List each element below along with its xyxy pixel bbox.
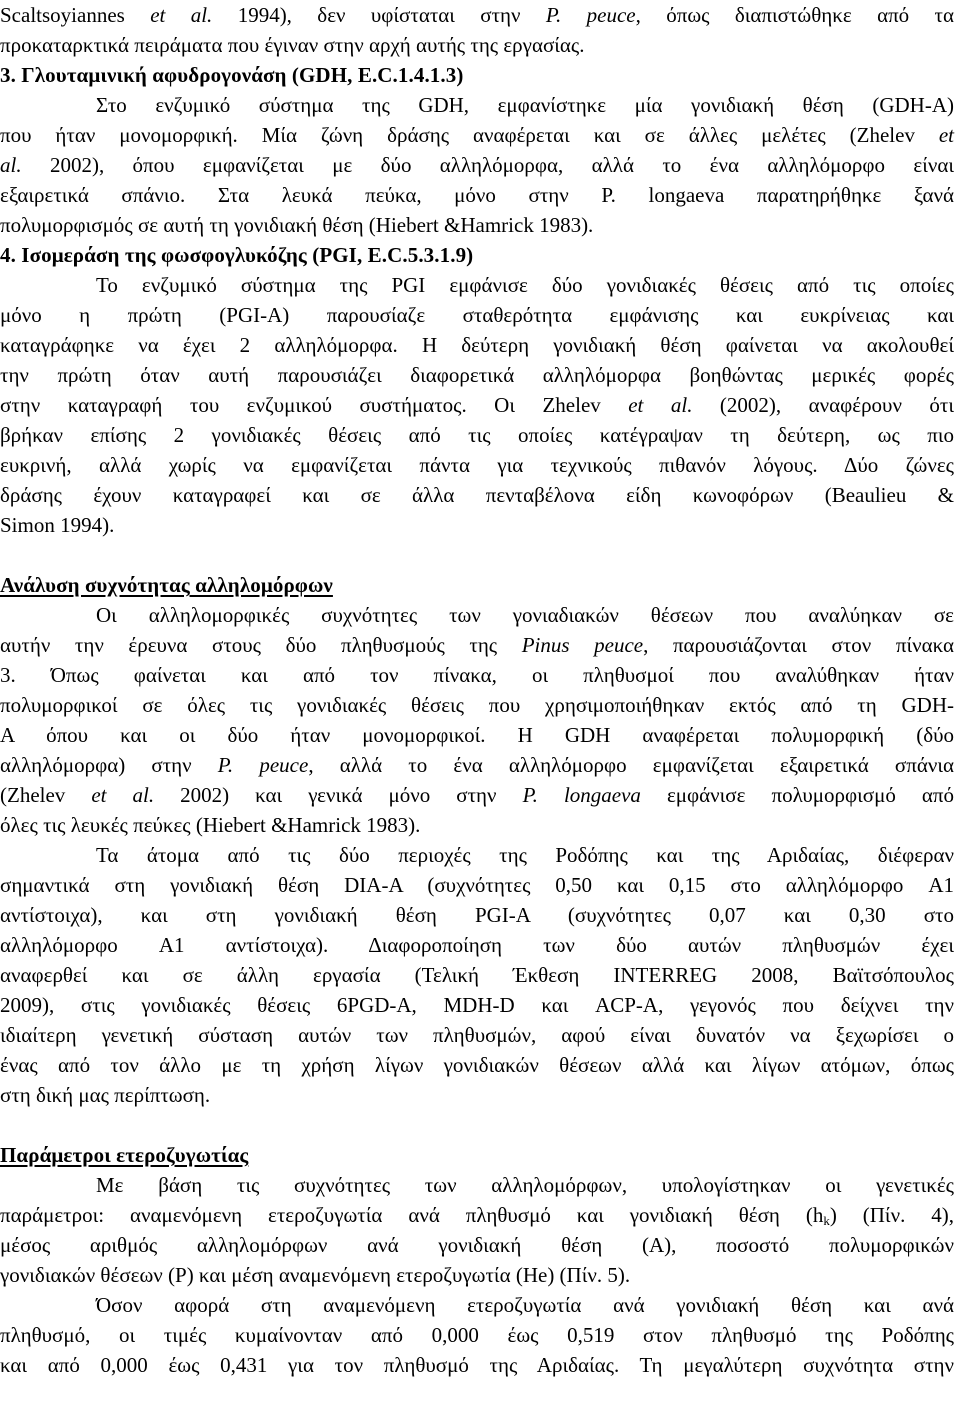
italic-run: al. [0,153,22,177]
text-line [0,870,954,900]
text-run: εξαιρετικά σπάνιο. Στα λευκά πεύκα, μόνο στην P. longaeva παρατηρήθηκε ξανά [0,183,954,207]
text-line [0,1230,954,1260]
text-run: βρήκαν επίσης 2 γονιδιακές θέσεις από τις οποίες κατέγραψαν τη δεύτερη, ως πιο [0,423,954,447]
text-line [0,180,954,210]
text-line [0,960,954,990]
text-run: πολυμορφισμός σε αυτή τη γονιδιακή θέση (Hiebert &Hamrick 1983). [0,213,594,237]
text-line [0,270,954,300]
text-line [0,330,954,360]
text-run: , αλλά το ένα αλληλόμορφο εμφανίζεται εξαιρετικά σπάνια [308,753,954,777]
text-run: δράσης έχουν καταγραφεί και σε άλλα πενταβέλονα είδη κωνοφόρων (Beaulieu & [0,483,954,507]
text-line [0,360,954,390]
text-line [0,0,954,30]
text-run: ευκρινή, αλλά χωρίς να εμφανίζεται πάντα για τεχνικούς πιθανόν λόγους. Δύο ζώνες [0,453,954,477]
text-line [0,1320,954,1350]
text-run: μέσος αριθμός αλληλομόρφων ανά γονιδιακή θέση (A), ποσοστό πολυμορφικών [0,1233,954,1257]
text-line [0,780,954,810]
italic-run: et al. [628,393,693,417]
text-run: σημαντικά στη γονιδιακή θέση DIA-A (συχνότητες 0,50 και 0,15 στο αλληλόμορφο A1 [0,873,954,897]
text-line [0,900,954,930]
section-title: Ανάλυση συχνότητας αλληλομόρφων [0,573,333,597]
section-heading: 4. Ισομεράση της φωσφογλυκόζης (PGI, E.C.5.3.1.9) [0,243,474,267]
text-run: Με βάση τις συχνότητες των αλληλομόρφων, υπολογίστηκαν οι γενετικές [96,1173,954,1197]
text-run: Simon 1994). [0,513,115,537]
text-line [0,210,954,240]
text-line [0,1050,954,1080]
text-line [0,300,954,330]
italic-run: et [938,123,954,147]
text-run: Όσον αφορά στη αναμενόμενη ετεροζυγωτία ανά γονιδιακή θέση και ανά [96,1293,954,1317]
text-run: Scaltsoyiannes [0,3,151,27]
text-run: ιδιαίτερη γενετική σύσταση αυτών των πληθυσμών, αφού είναι δυνατόν να ξεχωρίσει ο [0,1023,954,1047]
text-line [0,1260,954,1290]
text-line [0,120,954,150]
text-line [0,630,954,660]
text-line [0,1020,954,1050]
text-run: αυτήν την έρευνα στους δύο πληθυσμούς της [0,633,522,657]
text-line [0,240,954,270]
text-line [0,480,954,510]
text-line [0,60,954,90]
text-run: 2002) και γενικά μόνο στην [154,783,523,807]
text-run: όλες τις λευκές πεύκες (Hiebert &Hamrick 1983). [0,813,421,837]
text-run: εμφάνισε πολυμορφισμό από [640,783,954,807]
text-line [0,90,954,120]
section-heading: 3. Γλουταμινική αφυδρογονάση (GDH, E.C.1.4.1.3) [0,63,464,87]
text-run: μόνο η πρώτη (PGI-A) παρουσίαζε σταθερότητα εμφάνισης και ευκρίνειας και [0,303,954,327]
text-run: , παρουσιάζονται στον πίνακα [643,633,954,657]
text-run: προκαταρκτικά πειράματα που έγιναν στην αρχή αυτής της εργασίας. [0,33,585,57]
text-line [0,1200,954,1230]
text-run: γονιδιακών θέσεων (P) και μέση αναμενόμενη ετεροζυγωτία (He) (Πίν. 5). [0,1263,631,1287]
text-run: ) (Πίν. 4), [829,1203,954,1227]
text-run: αναφερθεί και σε άλλη εργασία (Τελική Έκθεση INTERREG 2008, Βαϊτσόπουλος [0,963,954,987]
text-line [0,660,954,690]
text-run: παράμετροι: αναμενόμενη ετεροζυγωτία ανά πληθυσμό και γονιδιακή θέση (h [0,1203,824,1227]
text-line [0,690,954,720]
text-line [0,570,954,600]
text-line [0,720,954,750]
text-line [0,810,954,840]
text-line [0,750,954,780]
text-line [0,1140,954,1170]
text-run: A όπου και οι δύο ήταν μονομορφικοί. Η GDH αναφέρεται πολυμορφική (δύο [0,723,954,747]
text-run: αντίστοιχα), και στη γονιδιακή θέση PGI-A (συχνότητες 0,07 και 0,30 στο [0,903,954,927]
italic-run: et al. [150,3,213,27]
blank-line [0,540,954,570]
text-line [0,510,954,540]
text-run: που ήταν μονομορφική. Μία ζώνη δράσης αναφέρεται και σε άλλες μελέτες (Zhelev [0,123,939,147]
blank-line [0,1110,954,1140]
text-run: (Zhelev [0,783,92,807]
text-run: αλληλόμορφο A1 αντίστοιχα). Διαφοροποίηση των δύο αυτών πληθυσμών έχει [0,933,954,957]
italic-run: et al. [91,783,155,807]
text-line [0,450,954,480]
text-run: 1994), δεν υφίσταται στην [212,3,546,27]
text-run: ένας από τον άλλο με τη χρήση λίγων γονιδιακών θέσεων αλλά και λίγων ατόμων, όπως [0,1053,954,1077]
text-line [0,1350,954,1380]
text-run: , όπως διαπιστώθηκε από τα [635,3,954,27]
text-line [0,600,954,630]
text-line [0,390,954,420]
text-line [0,420,954,450]
italic-run: P. peuce [545,3,636,27]
text-line [0,150,954,180]
text-line [0,1290,954,1320]
text-run: στην καταγραφή του ενζυμικού συστήματος. Οι Zhelev [0,393,629,417]
text-run: Το ενζυμικό σύστημα της PGI εμφάνισε δύο γονιδιακές θέσεις από τις οποίες [96,273,954,297]
text-run: Τα άτομα από τις δύο περιοχές της Ροδόπης και της Αριδαίας, διέφεραν [96,843,954,867]
text-run: 3. Όπως φαίνεται και από τον πίνακα, οι πληθυσμοί που αναλύθηκαν ήταν [0,663,954,687]
text-run: 2002), όπου εμφανίζεται με δύο αλληλόμορφα, αλλά το ένα αλληλόμορφο είναι [21,153,954,177]
text-run: καταγράφηκε να έχει 2 αλληλόμορφα. Η δεύτερη γονιδιακή θέση φαίνεται να ακολουθεί [0,333,954,357]
text-run: 2009), στις γονιδιακές θέσεις 6PGD-A, MDH-D και ACP-A, γεγονός που δείχνει την [0,993,954,1017]
text-run: πληθυσμό, οι τιμές κυμαίνονταν από 0,000 έως 0,519 στον πληθυσμό της Ροδόπης [0,1323,954,1347]
text-run: πολυμορφικοί σε όλες τις γονιδιακές θέσεις που χρησιμοποιήθηκαν εκτός από τη GDH- [0,693,954,717]
italic-run: Pinus peuce [521,633,644,657]
text-line [0,30,954,60]
text-run: και από 0,000 έως 0,431 για τον πληθυσμό της Αριδαίας. Τη μεγαλύτερη συχνότητα στην [0,1353,954,1377]
text-run: Οι αλληλομορφικές συχνότητες των γονιαδιακών θέσεων που αναλύηκαν σε [96,603,954,627]
subscript: k [823,1213,830,1228]
italic-run: P. longaeva [522,783,641,807]
text-line [0,840,954,870]
text-run: στη δική μας περίπτωση. [0,1083,211,1107]
text-run: αλληλόμορφα) στην [0,753,218,777]
text-run: Στο ενζυμικό σύστημα της GDH, εμφανίστηκε μία γονιδιακή θέση (GDH-A) [96,93,954,117]
text-run: την πρώτη όταν αυτή παρουσιάζει διαφορετικά αλληλόμορφα βοηθώντας μερικές φορές [0,363,954,387]
text-line [0,930,954,960]
text-run: (2002), αναφέρουν ότι [692,393,954,417]
text-line [0,1080,954,1110]
text-line [0,990,954,1020]
section-title: Παράμετροι ετεροζυγωτίας [0,1143,249,1167]
text-line [0,1170,954,1200]
italic-run: P. peuce [217,753,309,777]
